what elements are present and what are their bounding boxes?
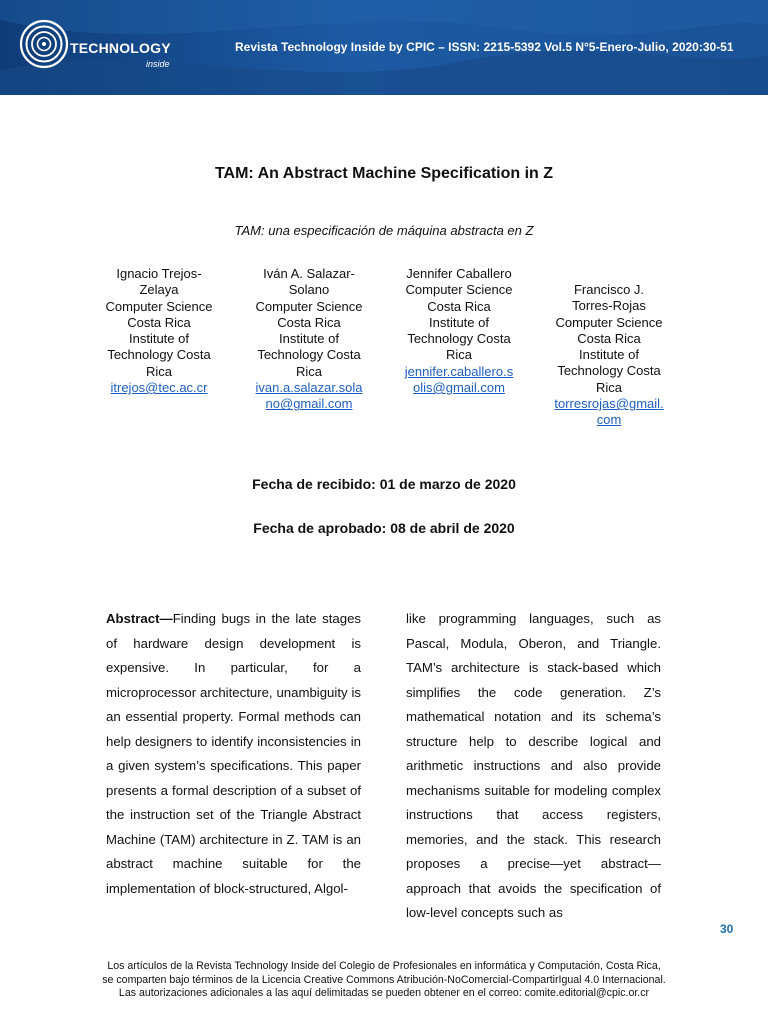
page-number: 30	[720, 922, 734, 936]
license-footer	[0, 960, 768, 1001]
spiral-logo-icon	[18, 18, 70, 70]
logo-subtext: inside	[146, 59, 170, 69]
author-affiliation: Computer Science Costa Rica Institute of Technology Costa Rica	[255, 298, 363, 379]
abstract-text-left: Finding bugs in the late stages of hardware design development is expensive. In particular, for a microprocessor architecture, unambiguity is an essential property. Formal methods can help designers to identify inconsistencies in a given system’s specifications. This paper presents a formal description of a subset of the instruction set of the Triangle Abstract Machine (TAM) architecture in Z. TAM is an abstract machine suitable for the implementation of block-structured, Algol-	[106, 611, 361, 896]
author-block	[554, 282, 664, 429]
author-affiliation: Computer Science Costa Rica Institute of Technology Costa Rica	[105, 298, 213, 379]
author-email-link[interactable]: ivan.a.salazar.solano@gmail.com	[255, 380, 363, 412]
received-date: Fecha de recibido: 01 de marzo de 2020	[252, 476, 516, 492]
author-name: Ignacio Trejos-Zelaya	[116, 266, 202, 298]
footer-line: se comparten bajo términos de la Licencia Creative Commons Atribución-NoComercial-CompartirIgual 4.0 Internacional.	[102, 973, 666, 986]
author-affiliation: Computer Science Costa Rica Institute of Technology Costa Rica	[555, 314, 663, 395]
author-affiliation: Computer Science Costa Rica Institute of Technology Costa Rica	[405, 282, 513, 363]
author-block	[254, 266, 364, 413]
author-email-link[interactable]: torresrojas@gmail.com	[554, 396, 664, 428]
abstract-text-right: like programming languages, such as Pascal, Modula, Oberon, and Triangle. TAM’s architecture is stack-based which simplifies the code generation. Z’s mathematical notation and its schema’s structure help to describe logical and arithmetic instructions and also provide mechanisms suitable for modeling complex instructions that access registers, memories, and the stack. This research proposes a precise—yet abstract—approach that avoids the specification of low-level concepts such as	[406, 611, 661, 920]
author-name: Jennifer Caballero	[406, 266, 512, 281]
author-name: Francisco J. Torres-Rojas	[572, 282, 646, 314]
abstract-column-left	[106, 607, 361, 901]
author-email-link[interactable]: jennifer.caballero.solis@gmail.com	[404, 363, 514, 396]
abstract-label: Abstract—	[106, 611, 173, 626]
technology-inside-logo	[18, 18, 178, 78]
footer-line: Los artículos de la Revista Technology Inside del Colegio de Profesionales en informática y Computación, Costa Rica,	[107, 960, 661, 972]
author-block	[404, 266, 514, 396]
author-email-link[interactable]: itrejos@tec.ac.cr	[110, 380, 208, 396]
paper-title: TAM: An Abstract Machine Specification in Z	[214, 165, 554, 182]
approved-date: Fecha de aprobado: 08 de abril de 2020	[253, 520, 515, 536]
logo-wordmark: TECHNOLOGY	[70, 40, 171, 56]
journal-banner	[0, 0, 768, 95]
abstract-column-right	[406, 607, 661, 926]
paper-subtitle: TAM: una especificación de máquina abstracta en Z	[234, 223, 534, 238]
author-name: Iván A. Salazar-Solano	[263, 266, 355, 298]
journal-citation: Revista Technology Inside by CPIC – ISSN: 2215-5392 Vol.5 N°5-Enero-Julio, 2020:30-51	[235, 40, 734, 54]
author-block	[104, 266, 214, 396]
footer-line: Las autorizaciones adicionales a las aquí delimitadas se pueden obtener en el correo: comite.editorial@cpic.or.cr	[118, 987, 650, 999]
